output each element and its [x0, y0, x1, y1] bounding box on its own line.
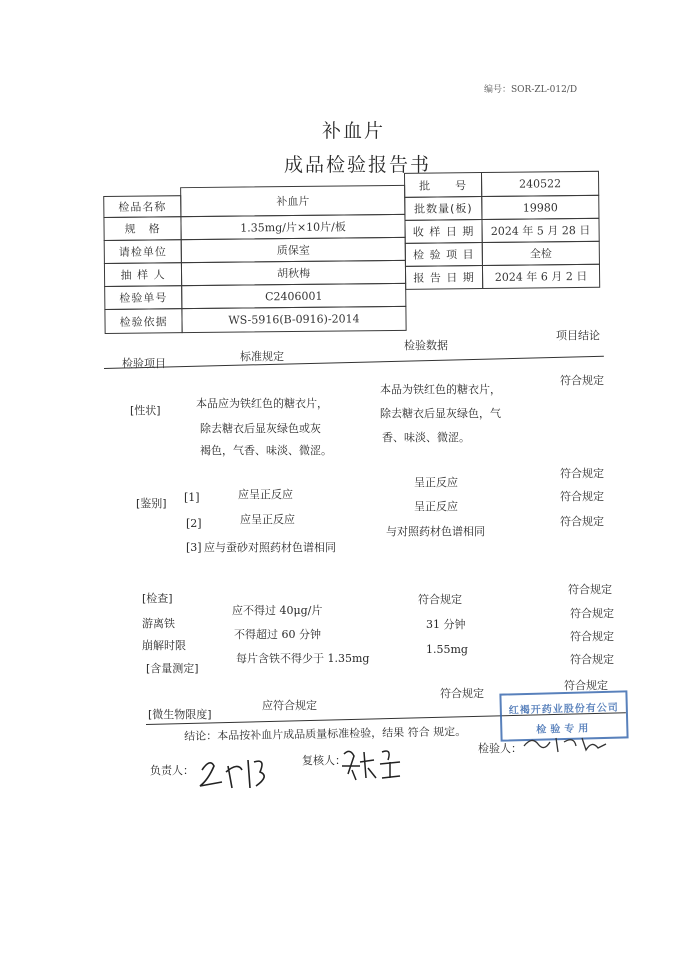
identification-3-data: 与对照药材色谱相同 [386, 525, 485, 538]
inspection-2-item: 崩解时限 [142, 639, 186, 652]
responsible-label: 负责人： [150, 764, 194, 777]
identification-2-conclusion: 符合规定 [560, 490, 604, 503]
inspection-label: [检查] [142, 592, 173, 605]
spec-label: 规 格 [103, 216, 181, 241]
microbial-standard: 应符合规定 [262, 699, 317, 712]
report-no-label: 检验单号 [104, 285, 182, 310]
product-title: 补血片 [322, 120, 386, 142]
inspection-1-conclusion: 符合规定 [570, 607, 614, 620]
batch-label: 批 号 [404, 172, 482, 198]
responsible-signature [196, 750, 276, 792]
character-standard-3: 褐色，气香、味淡、微涩。 [200, 444, 332, 457]
identification-label: [鉴别] [136, 497, 167, 510]
character-standard-2: 除去糖衣后显灰绿色或灰 [200, 422, 321, 435]
identification-3-standard: 应与蚕砂对照药材色谱相同 [204, 541, 336, 554]
seal-line-1: 红褐开药业股份有公司 [508, 702, 619, 717]
character-standard-1: 本品应为铁红色的糖衣片， [196, 397, 328, 410]
header-divider [104, 356, 604, 369]
identification-1-data: 呈正反应 [414, 476, 458, 489]
inspection-1-data: 符合规定 [418, 593, 462, 606]
microbial-data: 符合规定 [440, 687, 484, 700]
character-conclusion: 符合规定 [560, 374, 604, 387]
inspector-label: 检验人： [478, 742, 522, 755]
identification-2-standard: 应呈正反应 [240, 513, 295, 526]
character-data-3: 香、味淡、微涩。 [382, 431, 470, 444]
header-table [103, 171, 601, 336]
inspection-2-standard: 不得超过 60 分钟 [234, 628, 321, 641]
requester-label: 请检单位 [104, 239, 182, 264]
test-item-value: 全检 [482, 241, 600, 266]
inspection-1-item: 游离铁 [142, 617, 175, 630]
requester-value: 质保室 [181, 237, 406, 263]
document-number: 编号：SOR-ZL-012/D [484, 85, 578, 95]
report-date-label: 报 告 日 期 [405, 265, 483, 290]
reviewer-signature [340, 744, 404, 784]
batch-value: 240522 [481, 171, 599, 197]
character-label: [性状] [130, 404, 161, 417]
quantity-label: 批数量(板) [404, 196, 482, 221]
product-name-label: 检品名称 [103, 195, 181, 218]
quantity-value: 19980 [481, 195, 599, 220]
conclusion-text: 结论：本品按补血片成品质量标准检验，结果 符合 规定。 [184, 725, 467, 743]
inspection-2-data: 31 分钟 [426, 618, 466, 631]
basis-value: WS-5916(B-0916)-2014 [181, 306, 406, 333]
identification-2-data: 呈正反应 [414, 500, 458, 513]
receive-date-label: 收 样 日 期 [404, 219, 482, 244]
assay-data: 1.55mg [426, 643, 468, 656]
product-name-value: 补血片 [180, 185, 405, 217]
inspection-1-standard: 应不得过 40μg/片 [232, 604, 323, 617]
character-data-2: 除去糖衣后显灰绿色，气 [380, 407, 501, 420]
microbial-conclusion: 符合规定 [564, 679, 608, 692]
report-title: 成品检验报告书 [284, 154, 432, 176]
inspection-conclusion: 符合规定 [568, 583, 612, 596]
microbial-label: [微生物限度] [148, 708, 212, 721]
column-item: 检验项目 [122, 357, 166, 370]
identification-3-num: [3] [186, 541, 202, 554]
assay-standard: 每片含铁不得少于 1.35mg [236, 652, 370, 665]
test-item-label: 检 验 项 目 [405, 242, 483, 267]
reviewer-label: 复核人： [302, 754, 346, 767]
sampler-label: 抽 样 人 [104, 262, 182, 287]
column-conclusion: 项目结论 [556, 329, 600, 342]
inspection-2-conclusion: 符合规定 [570, 630, 614, 643]
assay-conclusion: 符合规定 [570, 653, 614, 666]
identification-1-conclusion: 符合规定 [560, 467, 604, 480]
spec-value: 1.35mg/片×10片/板 [180, 214, 405, 240]
receive-date-value: 2024 年 5 月 28 日 [481, 218, 599, 243]
column-standard: 标准规定 [240, 350, 284, 363]
inspector-signature [520, 730, 610, 756]
identification-1-standard: 应呈正反应 [238, 488, 293, 501]
report-no-value: C2406001 [181, 283, 406, 309]
basis-label: 检验依据 [104, 308, 182, 334]
column-data: 检验数据 [404, 339, 448, 352]
identification-1-num: [1] [184, 491, 200, 504]
sampler-value: 胡秋梅 [181, 260, 406, 286]
assay-label: [含量测定] [146, 662, 199, 675]
seal-line-2: 检验专用 [536, 723, 593, 736]
identification-3-conclusion: 符合规定 [560, 515, 604, 528]
identification-2-num: [2] [186, 517, 202, 530]
character-data-1: 本品为铁红色的糖衣片， [380, 383, 501, 396]
report-date-value: 2024 年 6 月 2 日 [482, 264, 600, 289]
